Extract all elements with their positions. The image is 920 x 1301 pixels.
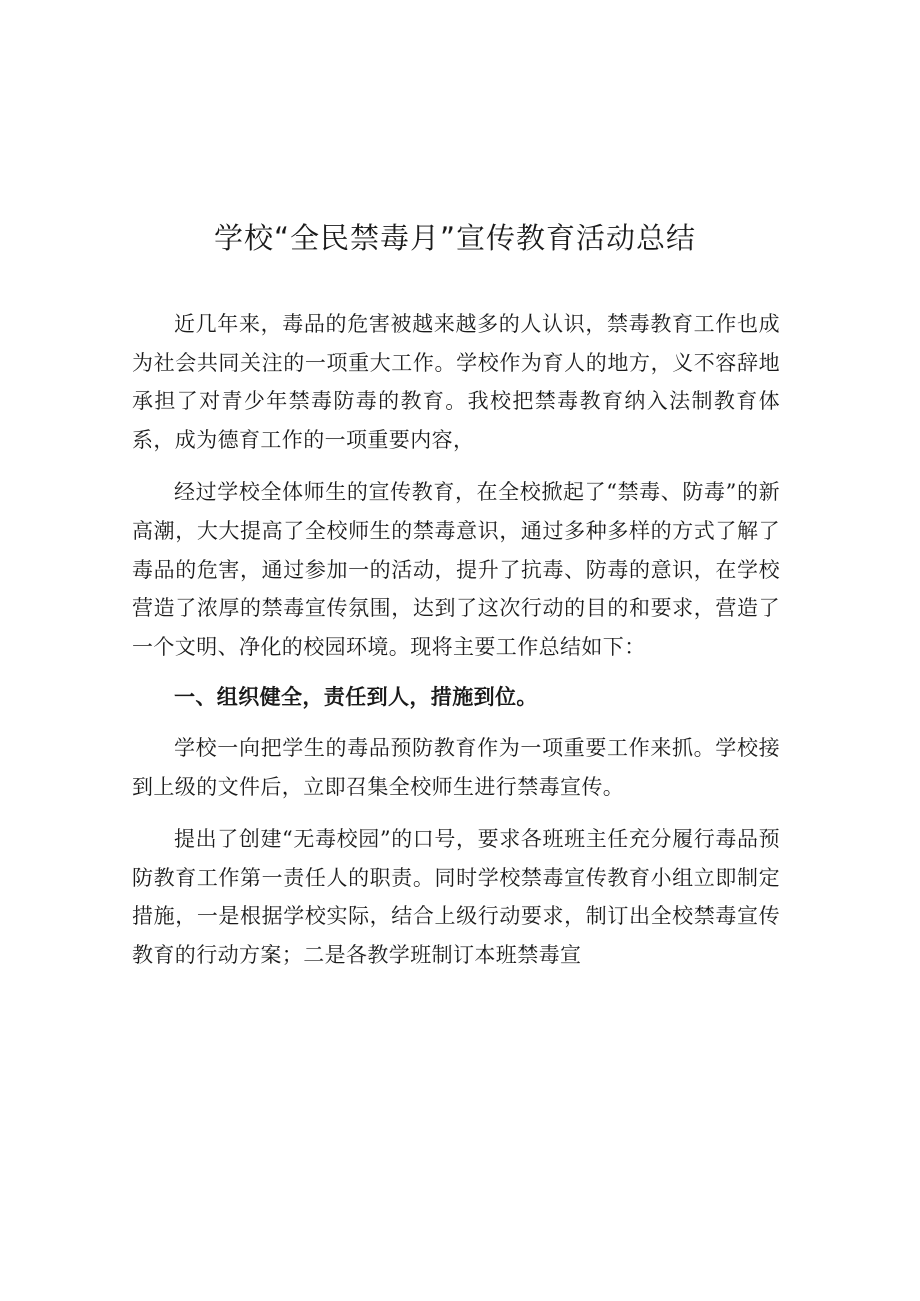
document-title: 学校“全民禁毒月”宣传教育活动总结 <box>213 221 697 255</box>
document-body <box>132 305 780 989</box>
paragraph-section-2: 提出了创建“无毒校园”的口号，要求各班班主任充分履行毒品预防教育工作第一责任人的职责。同时学校禁毒宣传教育小组立即制定措施，一是根据学校实际，结合上级行动要求，制订出全校禁毒宣传教育的行动方案；二是各教学班制订本班禁毒宣 <box>132 827 780 967</box>
section-heading: 一、组织健全，责任到人，措施到位。 <box>174 685 538 710</box>
paragraph-intro: 近几年来，毒品的危害被越来越多的人认识，禁毒教育工作也成为社会共同关注的一项重大工作。学校作为育人的地方，义不容辞地承担了对青少年禁毒防毒的教育。我校把禁毒教育纳入法制教育体系，成为德育工作的一项重要内容， <box>132 312 780 452</box>
paragraph-section-1: 学校一向把学生的毒品预防教育作为一项重要工作来抓。学校接到上级的文件后，立即召集全校师生进行禁毒宣传。 <box>132 735 780 799</box>
paragraph-summary: 经过学校全体师生的宣传教育，在全校掀起了“禁毒、防毒”的新高潮，大大提高了全校师生的禁毒意识，通过多种多样的方式了解了毒品的危害，通过参加一的活动，提升了抗毒、防毒的意识，在学校营造了浓厚的禁毒宣传氛围，达到了这次行动的目的和要求，营造了一个文明、净化的校园环境。现将主要工作总结如下： <box>132 480 780 659</box>
